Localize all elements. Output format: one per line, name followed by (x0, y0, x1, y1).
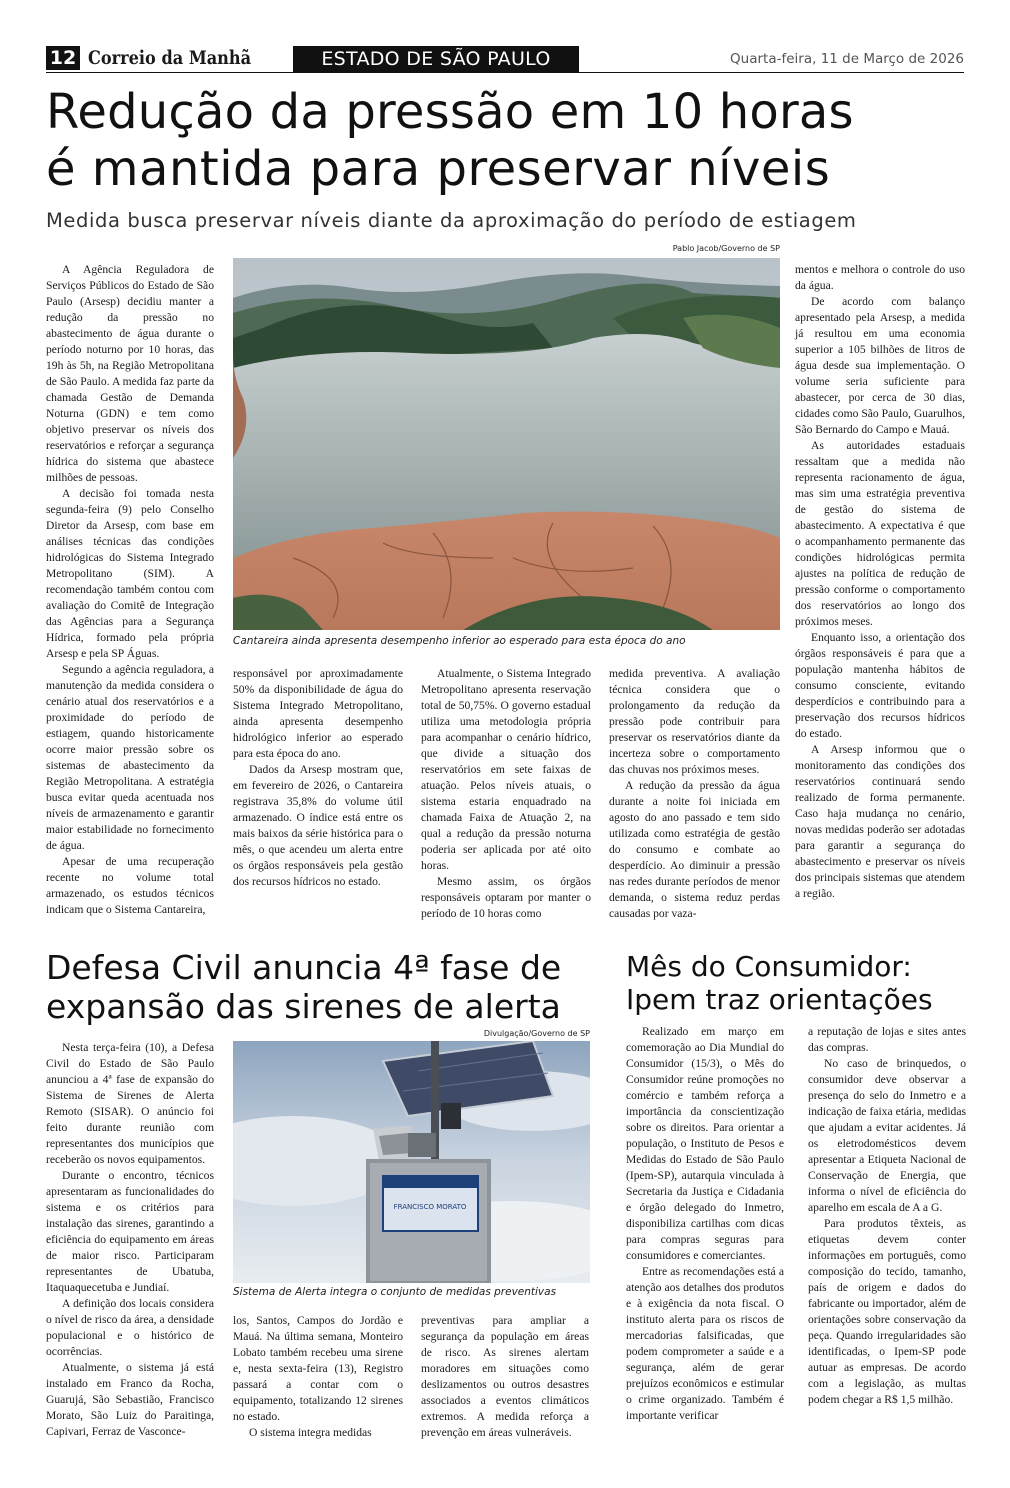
main-col-3 (421, 666, 591, 922)
article2-col-3 (421, 1313, 589, 1441)
main-col-2 (233, 666, 403, 890)
paragraph: Dados da Arsesp mostram que, em fevereiro de 2026, o Cantareira registrava 35,8% do volume útil armazenado. O índice está entre os mais baixos da série histórica para o mês, o que acendeu um alerta entre os órgãos responsáveis pela gestão dos recursos hídricos no estado. (233, 763, 403, 888)
paragraph: Enquanto isso, a orientação dos órgãos responsáveis é para que a população mantenha hábitos de consumo consciente, evitando desperdícios e contribuindo para a preservação dos recursos hídricos do estado. (795, 631, 965, 740)
reservoir-photo (233, 258, 780, 630)
header-rule (46, 72, 964, 73)
paragraph: A definição dos locais considera o nível de risco da área, a densidade populacional e o histórico de ocorrências. (46, 1297, 214, 1358)
article2-headline-line1: Defesa Civil anuncia 4ª fase de (46, 948, 562, 987)
main-subheadline: Medida busca preservar níveis diante da aproximação do período de estiagem (46, 209, 857, 232)
main-photo-caption: Cantareira ainda apresenta desempenho inferior ao esperado para esta época do ano (233, 635, 686, 647)
main-col-1 (46, 262, 214, 918)
paragraph: responsável por aproximadamente 50% da disponibilidade de água do Sistema Integrado Metropolitano, ainda apresenta desempenho hidrológico inferior ao esperado para esta época do ano. (233, 667, 403, 760)
paragraph: De acordo com balanço apresentado pela Arsesp, a medida já resultou em uma economia superior a 105 bilhões de litros de água desde sua implementação. O volume seria suficiente para abastecer, por cerca de 30 dias, cidades como São Paulo, Guarulhos, São Bernardo do Campo e Mauá. (795, 295, 966, 436)
section-title: ESTADO DE SÃO PAULO (321, 48, 551, 70)
paragraph: a reputação de lojas e sites antes das compras. (808, 1025, 966, 1054)
paragraph: Realizado em março em comemoração ao Dia Mundial do Consumidor (15/3), o Mês do Consumidor reúne promoções no comércio e também reforça a importância da conscientização sobre os direitos. Para orientar a população, o Instituto de Pesos e Medidas do Estado de São Paulo (Ipem-SP), autarquia vinculada à Secretaria da Justiça e Cidadania e órgão delegado do Inmetro, disponibiliza cartilhas com dicas para compras seguras para consumidores e comerciantes. (626, 1025, 784, 1262)
article3-col-2 (808, 1024, 966, 1408)
paper-name: Correio da Manhã (88, 47, 252, 69)
article3-headline-line2: Ipem traz orientações (626, 983, 933, 1016)
article2-col-1 (46, 1040, 214, 1440)
paragraph: Segundo a agência reguladora, a manutenção da medida considera o cenário atual dos reservatórios e a proximidade do período de estiagem, quando historicamente ocorre maior pressão sobre os sistemas de abastecimento da Região Metropolitana. A estratégia busca evitar queda acentuada nos níveis de armazenamento e garantir maior estabilidade no fornecimento de água. (46, 663, 214, 852)
paragraph: Mesmo assim, os órgãos responsáveis optaram por manter o período de 10 horas como (421, 875, 591, 920)
paragraph: Entre as recomendações está a atenção aos detalhes dos produtos e à exigência da nota fiscal. O instituto alerta para os riscos de mercadorias falsificadas, que podem comprometer a saúde e a segurança, além de gerar prejuízos econômicos e estimular o crime organizado. Também é importante verificar (626, 1265, 784, 1422)
paragraph: O sistema integra medidas (249, 1426, 372, 1439)
paragraph: A redução da pressão da água durante a noite foi iniciada em agosto do ano passado e tem sido utilizada como estratégia de gestão do consumo e combate ao desperdício. Ao diminuir a pressão nas redes durante períodos de menor demanda, o sistema reduz perdas causadas por vaza- (609, 779, 780, 920)
article2-col-2 (233, 1313, 403, 1441)
siren-photo (233, 1041, 590, 1283)
siren-sign-text: FRANCISCO MORATO (393, 1203, 467, 1211)
paragraph: Atualmente, o sistema já está instalado em Franco da Rocha, Guarujá, São Sebastião, Francisco Morato, São Luiz do Paraitinga, Capivari, Ferraz de Vasconce- (46, 1361, 214, 1438)
main-col-4 (609, 666, 780, 922)
page-number: 12 (49, 47, 77, 69)
paragraph: Apesar de uma recuperação recente no volume total armazenado, os estudos técnicos indicam que o Sistema Cantareira, (46, 855, 214, 916)
paragraph: A decisão foi tomada nesta segunda-feira (9) pelo Conselho Diretor da Arsesp, com base em análises técnicas das condições hidrológicas do Sistema Integrado Metropolitano (SIM). A recomendação também contou com avaliação do Comitê de Integração das Agências para a Segurança Hídrica, formado pela própria Arsesp e pela SP Águas. (46, 487, 214, 660)
paragraph: los, Santos, Campos do Jordão e Mauá. Na última semana, Monteiro Lobato também recebeu uma sirene e, nesta sexta-feira (13), Registro passará a contar com o equipamento, totalizando 12 sirenes no estado. (233, 1314, 403, 1423)
paragraph: No caso de brinquedos, o consumidor deve observar a presença do selo do Inmetro e a indicação de faixa etária, medidas que ajudam a evitar acidentes. Já os eletrodomésticos devem apresentar a Etiqueta Nacional de Conservação de Energia, que informa o nível de eficiência do aparelho em escala de A a G. (808, 1057, 966, 1214)
main-col-5 (795, 262, 965, 902)
paragraph: Durante o encontro, técnicos apresentaram as funcionalidades do sistema e os critérios para instalação das sirenes, garantindo a eficiência do equipamento em áreas de maior risco. Participaram representantes de Ubatuba, Itaquaquecetuba e Jundiaí. (46, 1169, 214, 1294)
paragraph: Para produtos têxteis, as etiquetas devem conter informações em português, como composição do tecido, tamanho, país de origem e dados do fabricante ou importador, além de orientações sobre conservação da peça. Quando irregularidades são identificadas, o Ipem-SP pode autuar as empresas. De acordo com a legislação, as multas podem chegar a R$ 1,5 milhão. (808, 1217, 966, 1406)
paragraph: Atualmente, o Sistema Integrado Metropolitano apresenta reservação total de 50,75%. O governo estadual utiliza uma metodologia própria para acompanhar o cenário hídrico, que divide a situação dos reservatórios em sete faixas de atuação. Pelos níveis atuais, o sistema estaria enquadrado na chamada Faixa de Atuação 2, na qual a redução da pressão noturna poderia ser aplicada por até oito horas. (421, 667, 591, 872)
article2-photo-caption: Sistema de Alerta integra o conjunto de medidas preventivas (233, 1286, 557, 1298)
paragraph: preventivas para ampliar a segurança da população em áreas de risco. As sirenes alertam moradores em situações como deslizamentos ou outros desastres associados a eventos climáticos extremos. A medida reforça a prevenção em áreas vulneráveis. (421, 1314, 589, 1439)
paragraph: A Agência Reguladora de Serviços Públicos do Estado de São Paulo (Arsesp) decidiu manter a redução da pressão no abastecimento de água durante o período noturno por 10 horas, das 19h às 5h, na Região Metropolitana de São Paulo. A medida faz parte da chamada Gestão de Demanda Noturna (GDN) e tem como objetivo preservar os níveis dos reservatórios e reforçar a segurança hídrica do sistema que abastece milhões de pessoas. (46, 263, 214, 484)
paragraph: A Arsesp informou que o monitoramento das condições dos reservatórios continuará sendo realizado de forma permanente. Caso haja mudança no cenário, novas medidas poderão ser adotadas para garantir a segurança do abastecimento e preservar os níveis dos principais sistemas que atendem a região. (795, 743, 965, 900)
article3-headline-line1: Mês do Consumidor: (626, 950, 912, 983)
article3-col-1 (626, 1024, 784, 1424)
issue-date: Quarta-feira, 11 de Março de 2026 (730, 51, 964, 67)
main-headline-line2: é mantida para preservar níveis (46, 141, 831, 197)
paragraph: As autoridades estaduais ressaltam que a medida não representa racionamento de água, mas sim uma estratégia preventiva de gestão do sistema de abastecimento. A expectativa é que o acompanhamento permanente das condições hidrológicas permita ajustes na política de redução de pressão conforme o comportamento dos reservatórios ao longo dos próximos meses. (795, 439, 965, 628)
main-headline-line1: Redução da pressão em 10 horas (46, 84, 854, 140)
paragraph: medida preventiva. A avaliação técnica considera que o prolongamento da redução da pressão pode contribuir para preservar os reservatórios diante da incerteza sobre o comportamento das chuvas nos próximos meses. (609, 667, 780, 776)
paragraph: Nesta terça-feira (10), a Defesa Civil do Estado de São Paulo anunciou a 4ª fase de expansão do Sistema de Sirenes de Alerta Remoto (SISAR). O anúncio foi feito durante reunião com representantes dos municípios que receberão os novos equipamentos. (46, 1041, 214, 1166)
main-photo-credit: Pablo Jacob/Governo de SP (672, 244, 780, 253)
article2-headline-line2: expansão das sirenes de alerta (46, 987, 561, 1026)
article2-photo-credit: Divulgação/Governo de SP (483, 1029, 590, 1038)
paragraph: mentos e melhora o controle do uso da água. (795, 263, 965, 292)
